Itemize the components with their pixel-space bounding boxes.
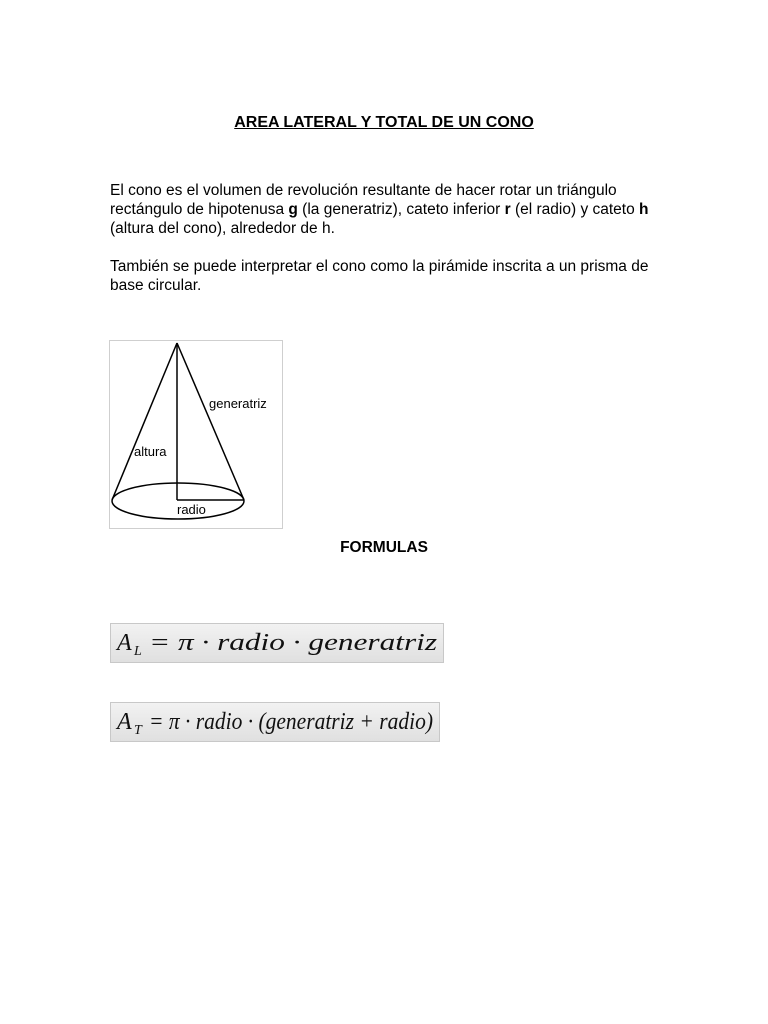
paragraph-text: (el radio) y cateto — [510, 201, 640, 218]
formula-subscript: T — [134, 723, 142, 738]
term-h: h — [639, 201, 649, 218]
formula-lateral-area — [110, 623, 444, 663]
formula-lhs: A — [117, 630, 132, 656]
paragraph-text: El cono es el volumen de revolución resultante de hacer rotar un triángulo rectángulo de hipotenusa — [110, 182, 617, 218]
page-title: AREA LATERAL Y TOTAL DE UN CONO — [234, 114, 534, 131]
label-altura: altura — [134, 444, 167, 459]
cone-diagram — [109, 340, 283, 529]
formula-lhs: A — [117, 709, 132, 735]
formula-lateral-svg — [111, 624, 443, 662]
label-radio: radio — [177, 502, 206, 517]
term-r: r — [504, 201, 511, 218]
cone-generatrix-line — [177, 343, 244, 500]
formula-total-area — [110, 702, 440, 742]
cone-left-edge — [112, 343, 177, 500]
paragraph-interpretation: También se puede interpretar el cono como la pirámide inscrita a un prisma de base circular. — [110, 258, 649, 294]
formulas-heading: FORMULAS — [340, 539, 428, 556]
paragraph-text: (la generatriz), cateto inferior — [297, 201, 505, 218]
term-g: g — [288, 201, 298, 218]
formula-rhs: = π · radio · generatriz — [149, 630, 438, 656]
formula-subscript: L — [134, 644, 142, 659]
formula-total-svg — [111, 703, 439, 741]
paragraph-text: (altura del cono), alrededor de h. — [110, 220, 335, 237]
paragraph-definition — [110, 181, 670, 238]
formula-rhs: = π · radio · (generatriz + radio) — [149, 709, 434, 735]
label-generatriz: generatriz — [209, 396, 267, 411]
cone-drawing — [110, 341, 282, 528]
